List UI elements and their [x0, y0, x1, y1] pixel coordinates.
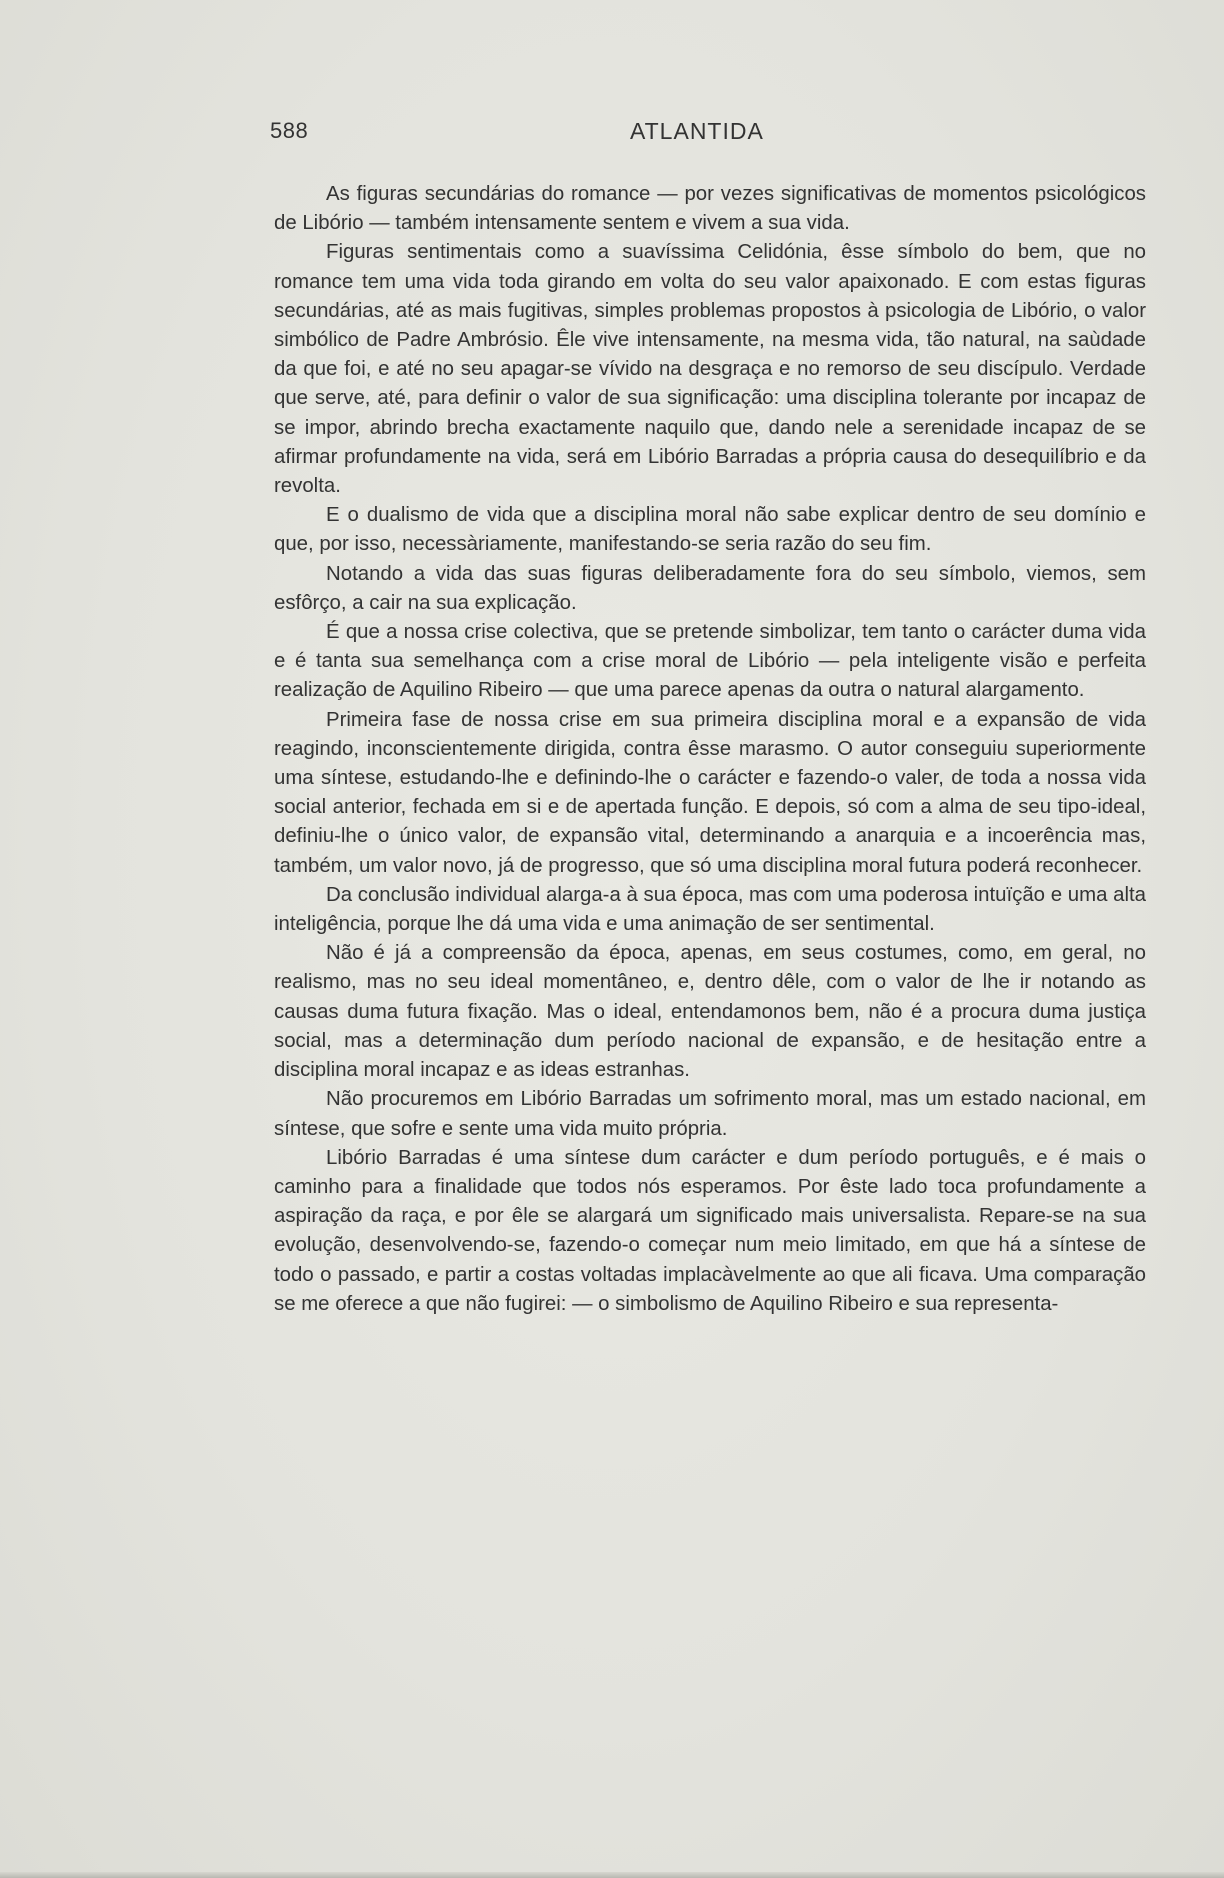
page-header: [270, 118, 1146, 152]
paragraph: Figuras sentimentais como a suavíssima Celidónia, êsse símbolo do bem, que no romance tem uma vida toda girando em volta do seu valor apaixonado. E com estas figuras secundárias, até as mais fugitivas, simples problemas propostos à psicologia de Libório, o valor simbólico de Padre Ambrósio. Êle vive intensamente, na mesma vida, tão natural, na saùdade da que foi, e até no seu apagar-se vívido na desgraça e no remorso de seu discípulo. Verdade que serve, até, para definir o valor de sua significação: uma disciplina tolerante por incapaz de se impor, abrindo brecha exactamente naquilo que, dando nele a serenidade incapaz de se afirmar profundamente na vida, será em Libório Barradas a própria causa do desequilíbrio e da revolta.: [274, 241, 1146, 498]
paragraph: E o dualismo de vida que a disciplina moral não sabe explicar dentro de seu domínio e que, por isso, necessàriamente, manifestando-se seria razão do seu fim.: [274, 504, 1146, 556]
paragraph: Da conclusão individual alarga-a à sua época, mas com uma poderosa intuïção e uma alta inteligência, porque lhe dá uma vida e uma animação de ser sentimental.: [274, 883, 1146, 936]
page-bottom-edge: [0, 1872, 1224, 1878]
page-number: 588: [270, 118, 309, 143]
body-text: [274, 180, 1146, 1319]
paragraph: Notando a vida das suas figuras deliberadamente fora do seu símbolo, viemos, sem esfôrço, a cair na sua explicação.: [274, 562, 1146, 614]
paragraph: É que a nossa crise colectiva, que se pretende simbolizar, tem tanto o carácter duma vida e é tanta sua semelhança com a crise moral de Libório — pela inteligente visão e perfeita realização de Aquilino Ribeiro — que uma parece apenas da outra o natural alargamento.: [274, 621, 1146, 702]
paragraph: Não é já a compreensão da época, apenas, em seus costumes, como, em geral, no realismo, mas no seu ideal momentâneo, e, dentro dêle, com o valor de lhe ir notando as causas duma futura fixação. Mas o ideal, entendamonos bem, não é a procura duma justiça social, mas a determinação dum período nacional de expansão, e de hesitação entre a disciplina moral incapaz e as ideas estranhas.: [274, 942, 1146, 1082]
paragraph: As figuras secundárias do romance — por vezes significativas de momentos psicológicos de Libório — também intensamente sentem e vivem a sua vida.: [274, 183, 1146, 235]
paragraph: Não procuremos em Libório Barradas um sofrimento moral, mas um estado nacional, em síntese, que sofre e sente uma vida muito própria.: [274, 1088, 1146, 1140]
paragraph: Libório Barradas é uma síntese dum carácter e dum período português, e é mais o caminho para a finalidade que todos nós esperamos. Por êste lado toca profundamente a aspiração da raça, e por êle se alargará um significado mais universalista. Repare-se na sua evolução, desenvolvendo-se, fazendo-o começar num meio limitado, em que há a síntese de todo o passado, e partir a costas voltadas implacàvelmente ao que ali ficava. Uma comparação se me oferece a que não fugirei: — o simbolismo de Aquilino Ribeiro e sua representa-: [274, 1146, 1146, 1315]
running-title: ATLANTIDA: [630, 118, 764, 144]
paragraph: Primeira fase de nossa crise em sua primeira disciplina moral e a expansão de vida reagindo, inconscientemente dirigida, contra êsse marasmo. O autor conseguiu superiormente uma síntese, estudando-lhe e definindo-lhe o carácter e fazendo-o valer, de toda a nossa vida social anterior, fechada em si e de apertada função. E depois, só com a alma de seu tipo-ideal, definiu-lhe o único valor, de expansão vital, determinando a anarquia e a incoerência mas, também, um valor novo, já de progresso, que só uma disciplina moral futura poderá reconhecer.: [274, 708, 1146, 877]
